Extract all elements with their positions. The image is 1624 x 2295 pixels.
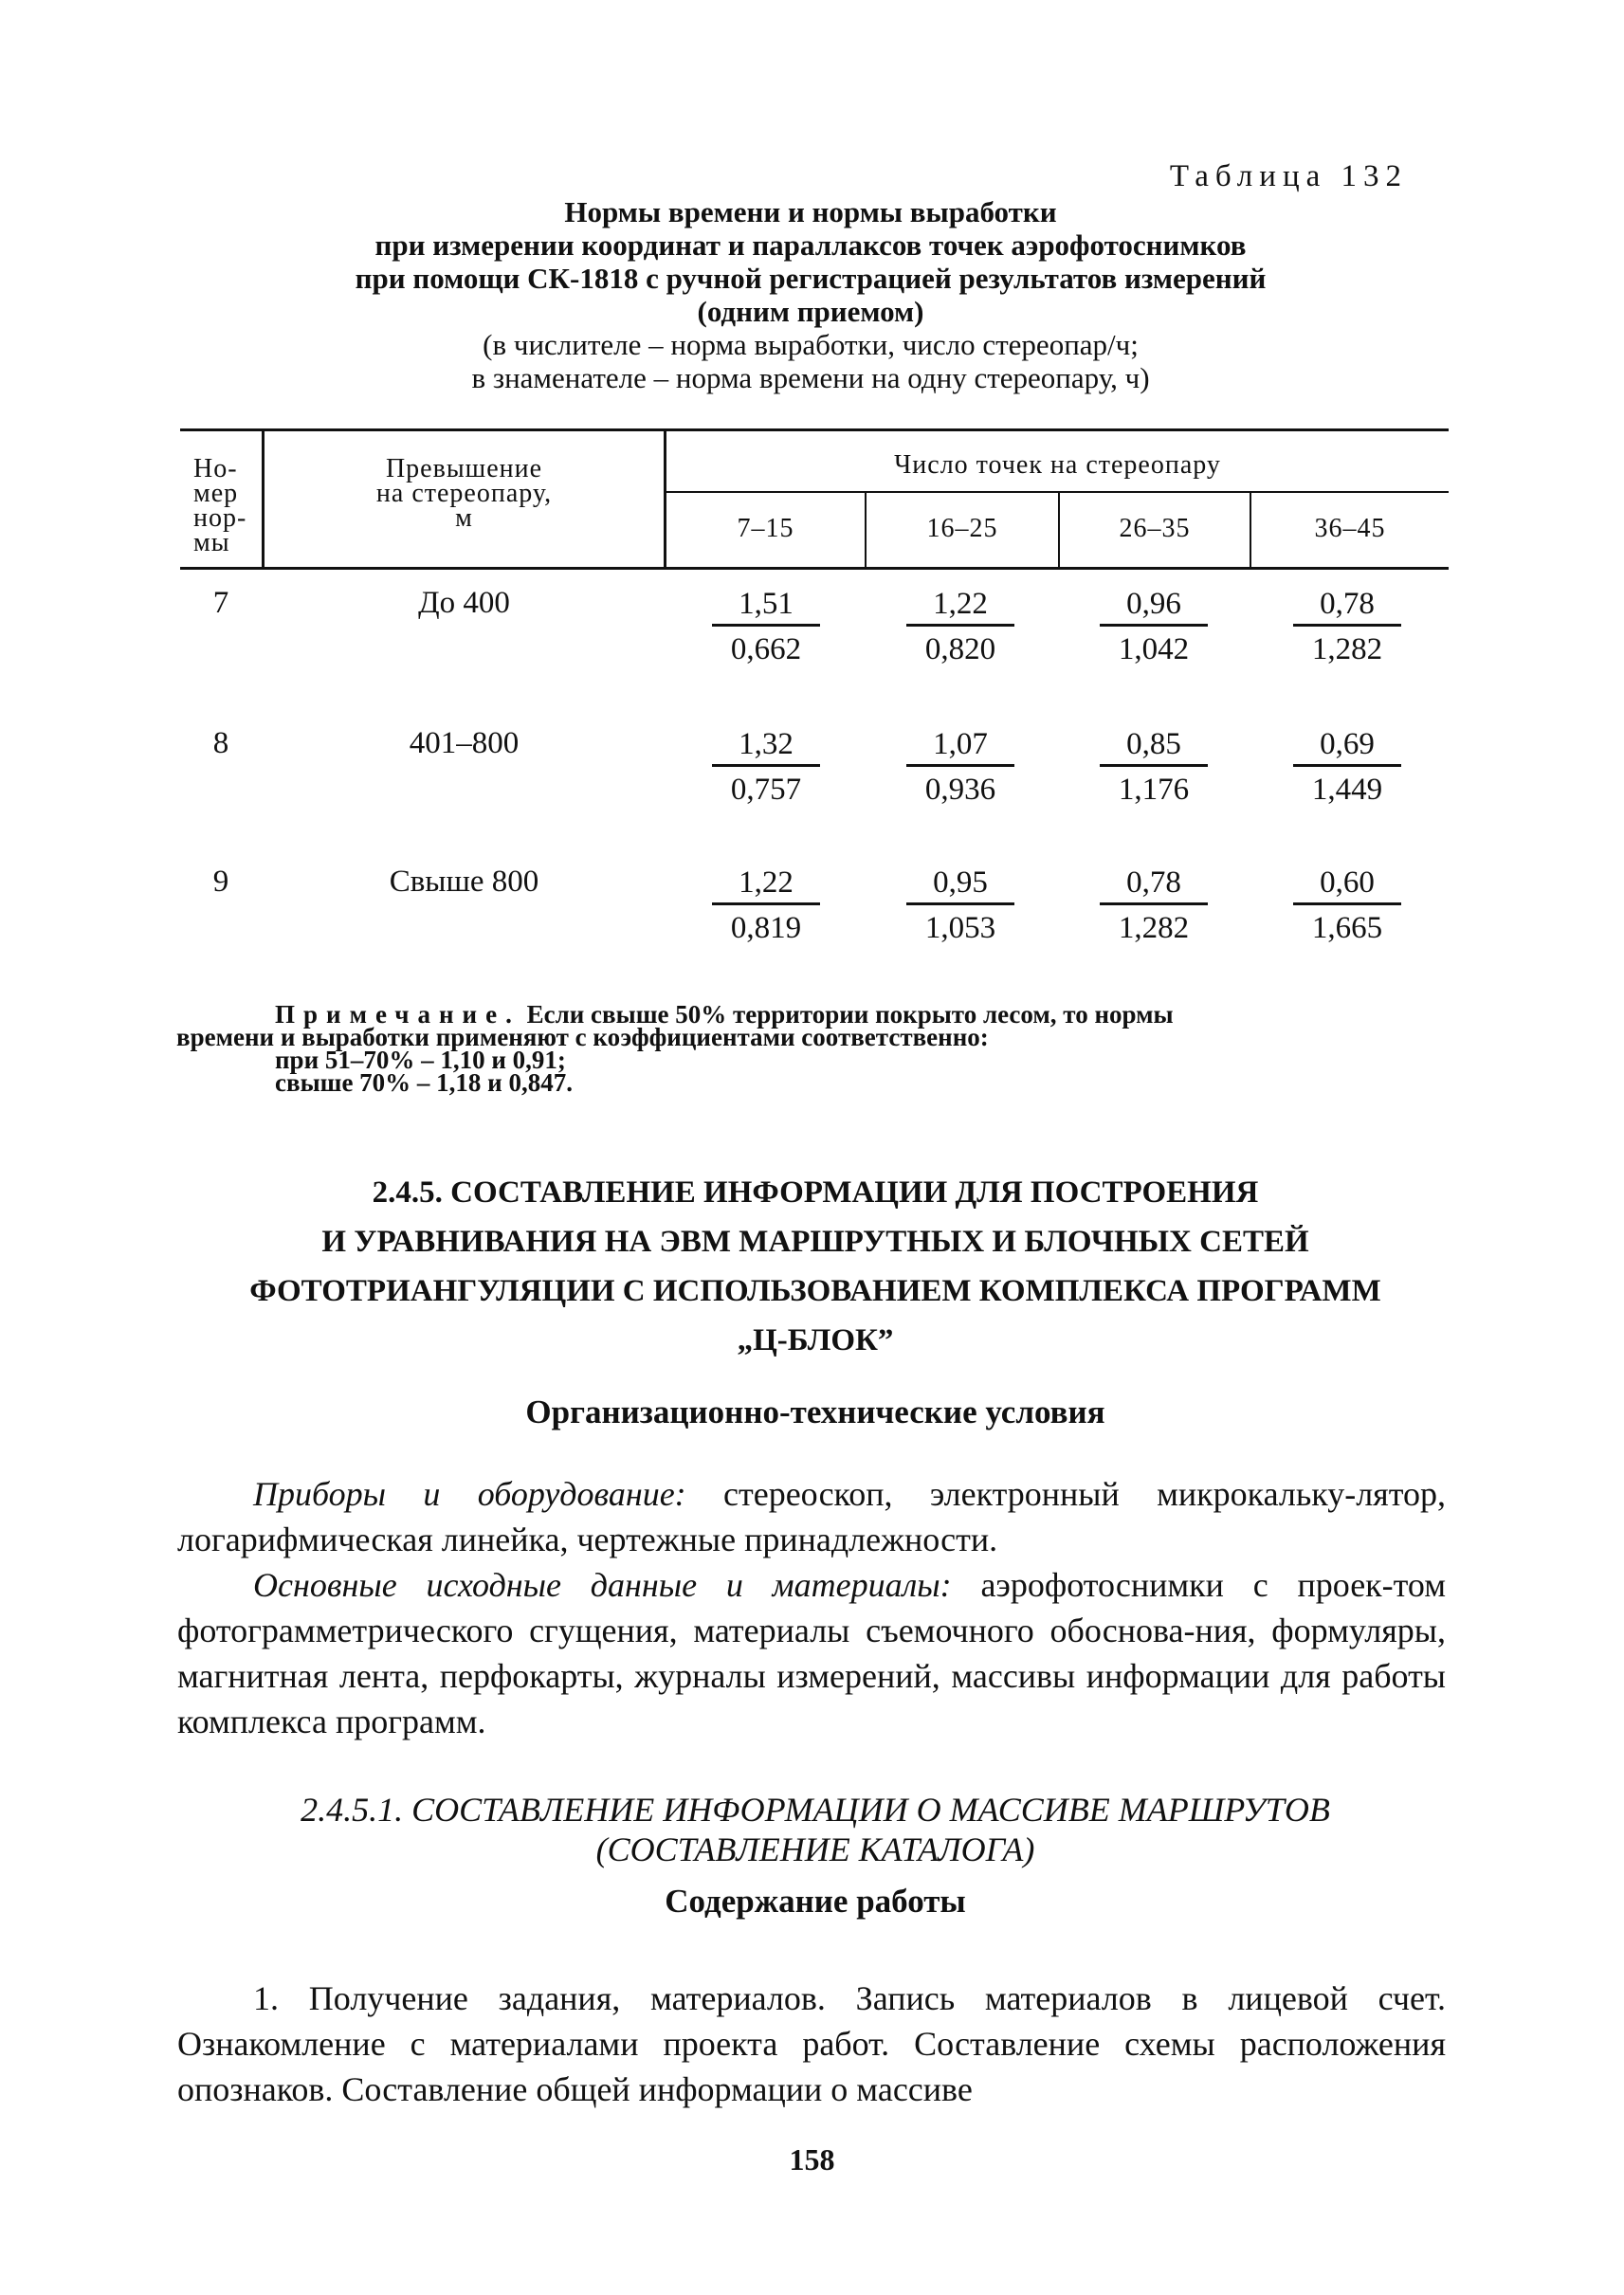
header-number-line: мы: [193, 528, 230, 557]
section-title-line: ФОТОТРИАНГУЛЯЦИИ С ИСПОЛЬЗОВАНИЕМ КОМПЛЕКСА ПРОГРАММ: [249, 1274, 1381, 1308]
row-elevation: 401–800: [409, 726, 520, 760]
fraction-numerator: 0,85: [1126, 727, 1181, 761]
column-divider: [664, 428, 666, 569]
value-fraction: [899, 724, 1022, 807]
table-header-rule: [180, 567, 1449, 570]
caption-line: при измерении координат и параллаксов точек аэрофотоснимков: [374, 228, 1247, 262]
paragraph-text: стереоскоп, электронный микрокальку-лятор, логарифмическая линейка, чертежные принадлежности.: [177, 1475, 1446, 1558]
fraction-denominator: 1,176: [1118, 773, 1190, 807]
row-number: 7: [212, 586, 229, 620]
caption-note-line: в знаменателе – норма времени на одну стереопару, ч): [471, 361, 1150, 394]
header-range: 26–35: [1119, 514, 1191, 543]
table-subheader-rule: [664, 491, 1449, 493]
value-fraction: [704, 724, 828, 807]
fraction-denominator: 1,053: [924, 911, 996, 945]
fraction-numerator: 0,95: [933, 865, 988, 900]
section-title-line: И УРАВНИВАНИЯ НА ЭВМ МАРШРУТНЫХ И БЛОЧНЫХ СЕТЕЙ: [321, 1225, 1309, 1259]
paragraph-equipment: [177, 1471, 1446, 1562]
fraction-denominator: 0,936: [924, 773, 996, 807]
value-fraction: [1092, 724, 1215, 807]
header-elevation-line: на стереопару,: [375, 479, 553, 508]
row-number: 9: [212, 865, 229, 899]
value-fraction: [1092, 584, 1215, 666]
note-text: времени и выработки применяют с коэффициентами соответственно:: [176, 1023, 989, 1051]
table-label: Таблица 132: [1169, 159, 1408, 193]
fraction-numerator: 0,78: [1320, 587, 1375, 621]
header-elevation-line: м: [455, 503, 473, 533]
row-number: 8: [212, 726, 229, 760]
header-points: Число точек на стереопару: [894, 450, 1221, 480]
paragraph-text: аэрофотоснимки с проек-том фотограмметрического сгущения, материалы съемочного обоснова-ния, формуляры, магнитная лента, перфокарты, журналы измерений, массивы информации для работы комплекса программ.: [177, 1566, 1446, 1740]
caption-note-line: (в числителе – норма выработки, число стереопар/ч;: [483, 328, 1139, 361]
paragraph-label: Приборы и оборудование:: [253, 1475, 686, 1513]
fraction-denominator: 0,819: [730, 911, 802, 945]
fraction-numerator: 1,51: [739, 587, 794, 621]
note-text: при 51–70% – 1,10 и 0,91;: [275, 1046, 566, 1074]
row-elevation: Свыше 800: [389, 865, 539, 899]
header-number-line: нор-: [193, 503, 247, 533]
caption-line: Нормы времени и нормы выработки: [564, 195, 1057, 228]
caption-line: при помощи СК-1818 с ручной регистрацией результатов измерений: [355, 262, 1267, 295]
value-fraction: [704, 584, 828, 666]
table-top-rule: [180, 428, 1449, 431]
header-range: 36–45: [1314, 514, 1386, 543]
caption-line: (одним приемом): [697, 295, 924, 328]
paragraph-label: Основные исходные данные и материалы:: [253, 1566, 952, 1604]
subsection-title: Организационно-технические условия: [525, 1393, 1105, 1430]
fraction-numerator: 1,32: [739, 727, 794, 761]
fraction-numerator: 0,69: [1320, 727, 1375, 761]
value-fraction: [1092, 863, 1215, 945]
fraction-denominator: 1,282: [1311, 632, 1383, 666]
fraction-numerator: 0,78: [1126, 865, 1181, 900]
header-elevation: [265, 454, 664, 533]
section-title-line: „Ц-БЛОК”: [737, 1323, 894, 1357]
subsection-heading-line: (СОСТАВЛЕНИЕ КАТАЛОГА): [595, 1831, 1035, 1868]
fraction-denominator: 0,820: [924, 632, 996, 666]
fraction-numerator: 1,22: [739, 865, 794, 900]
section-title-line: 2.4.5. СОСТАВЛЕНИЕ ИНФОРМАЦИИ ДЛЯ ПОСТРОЕНИЯ: [372, 1175, 1259, 1210]
page-number: 158: [789, 2142, 835, 2177]
value-fraction: [1286, 724, 1409, 807]
fraction-denominator: 1,282: [1118, 911, 1190, 945]
header-elevation-line: Превышение: [385, 454, 543, 483]
note-text: свыше 70% – 1,18 и 0,847.: [275, 1068, 573, 1097]
header-number: [180, 454, 262, 557]
value-fraction: [704, 863, 828, 945]
note-text: Если свыше 50% территории покрыто лесом, то нормы: [526, 1000, 1174, 1029]
fraction-numerator: 0,96: [1126, 587, 1181, 621]
value-fraction: [899, 584, 1022, 666]
fraction-denominator: 1,042: [1118, 632, 1190, 666]
fraction-numerator: 1,22: [933, 587, 988, 621]
section-title: [180, 1168, 1451, 1365]
content-title: Содержание работы: [665, 1883, 966, 1920]
paragraph-materials: [177, 1562, 1446, 1744]
table-note: [176, 1000, 1447, 1097]
row-elevation: До 400: [418, 586, 510, 620]
header-range: 7–15: [737, 514, 794, 543]
fraction-denominator: 0,662: [730, 632, 802, 666]
value-fraction: [899, 863, 1022, 945]
fraction-denominator: 0,757: [730, 773, 802, 807]
value-fraction: [1286, 863, 1409, 945]
header-range: 16–25: [926, 514, 998, 543]
fraction-numerator: 0,60: [1320, 865, 1375, 900]
subsection-heading-line: 2.4.5.1. СОСТАВЛЕНИЕ ИНФОРМАЦИИ О МАССИВЕ МАРШРУТОВ: [301, 1791, 1330, 1829]
fraction-numerator: 1,07: [933, 727, 988, 761]
value-fraction: [1286, 584, 1409, 666]
fraction-denominator: 1,449: [1311, 773, 1383, 807]
note-lead: Примечание.: [275, 1000, 520, 1029]
header-number-line: Но-: [193, 454, 238, 483]
subsection-heading: [180, 1790, 1451, 1869]
fraction-denominator: 1,665: [1311, 911, 1383, 945]
header-number-line: мер: [193, 479, 239, 508]
work-item: 1. Получение задания, материалов. Запись материалов в лицевой счет. Ознакомление с материалами проекта работ. Составление схемы расположения опознаков. Составление общей информации о массиве: [177, 1979, 1446, 2108]
norms-table: [0, 0, 1624, 1005]
